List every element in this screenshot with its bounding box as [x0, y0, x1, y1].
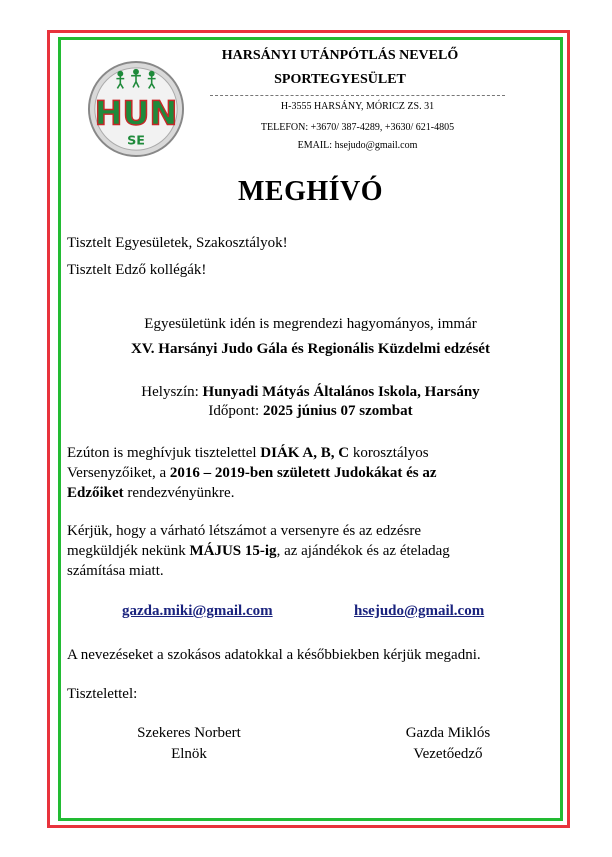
- org-name-line1: HARSÁNYI UTÁNPÓTLÁS NEVELŐ: [221, 48, 459, 63]
- date-line: Időpont: 2025 június 07 szombat: [208, 403, 413, 419]
- greeting-1: Tisztelt Egyesületek, Szakosztályok!: [67, 235, 288, 251]
- logo-subtext: SE: [127, 133, 145, 149]
- page-title: MEGHÍVÓ: [237, 176, 384, 207]
- invite-paragraph: Ezúton is meghívjuk tisztelettel DIÁK A, B, C korosztályos Versenyzőiket, a 2016 – 2019-ben született Judokákat és az Edzőiket rendezvényünkre.: [67, 445, 437, 501]
- logo-text: HUN: [94, 93, 178, 133]
- event-name: XV. Harsányi Judo Gála és Regionális Küzdelmi edzését: [131, 341, 490, 357]
- org-name-line2: SPORTEGYESÜLET: [274, 72, 406, 87]
- closing-text: Tisztelettel:: [67, 686, 138, 702]
- phone: TELEFON: +3670/ 387-4289, +3630/ 621-4805: [260, 122, 455, 133]
- greeting-2: Tisztelt Edző kollégák!: [67, 262, 207, 278]
- intro-text: Egyesületünk idén is megrendezi hagyományos, immár: [144, 316, 477, 332]
- email-link-hsejudo[interactable]: hsejudo@gmail.com: [354, 603, 485, 619]
- signature-president: [118, 723, 260, 765]
- email-link-gazda[interactable]: gazda.miki@gmail.com: [122, 603, 273, 619]
- address: H-3555 HARSÁNY, MÓRICZ ZS. 31: [280, 101, 435, 112]
- request-paragraph: Kérjük, hogy a várható létszámot a versenyre és az edzésre megküldjék nekünk MÁJUS 15-ig, az ajándékok és az ételadag számítása miatt.: [67, 523, 450, 579]
- email: EMAIL: hsejudo@gmail.com: [297, 140, 418, 151]
- venue-line: Helyszín: Hunyadi Mátyás Általános Iskola, Harsány: [141, 384, 480, 400]
- signature-name: Gazda Miklós: [405, 725, 491, 741]
- signature-role: Elnök: [171, 746, 207, 762]
- registration-text: A nevezéseket a szokásos adatokkal a későbbiekben kérjük megadni.: [67, 647, 481, 663]
- signature-role: Vezetőedző: [413, 746, 483, 762]
- signature-coach: [382, 723, 514, 765]
- club-logo: [87, 60, 185, 158]
- signature-name: Szekeres Norbert: [137, 725, 241, 741]
- header-divider: [210, 95, 505, 96]
